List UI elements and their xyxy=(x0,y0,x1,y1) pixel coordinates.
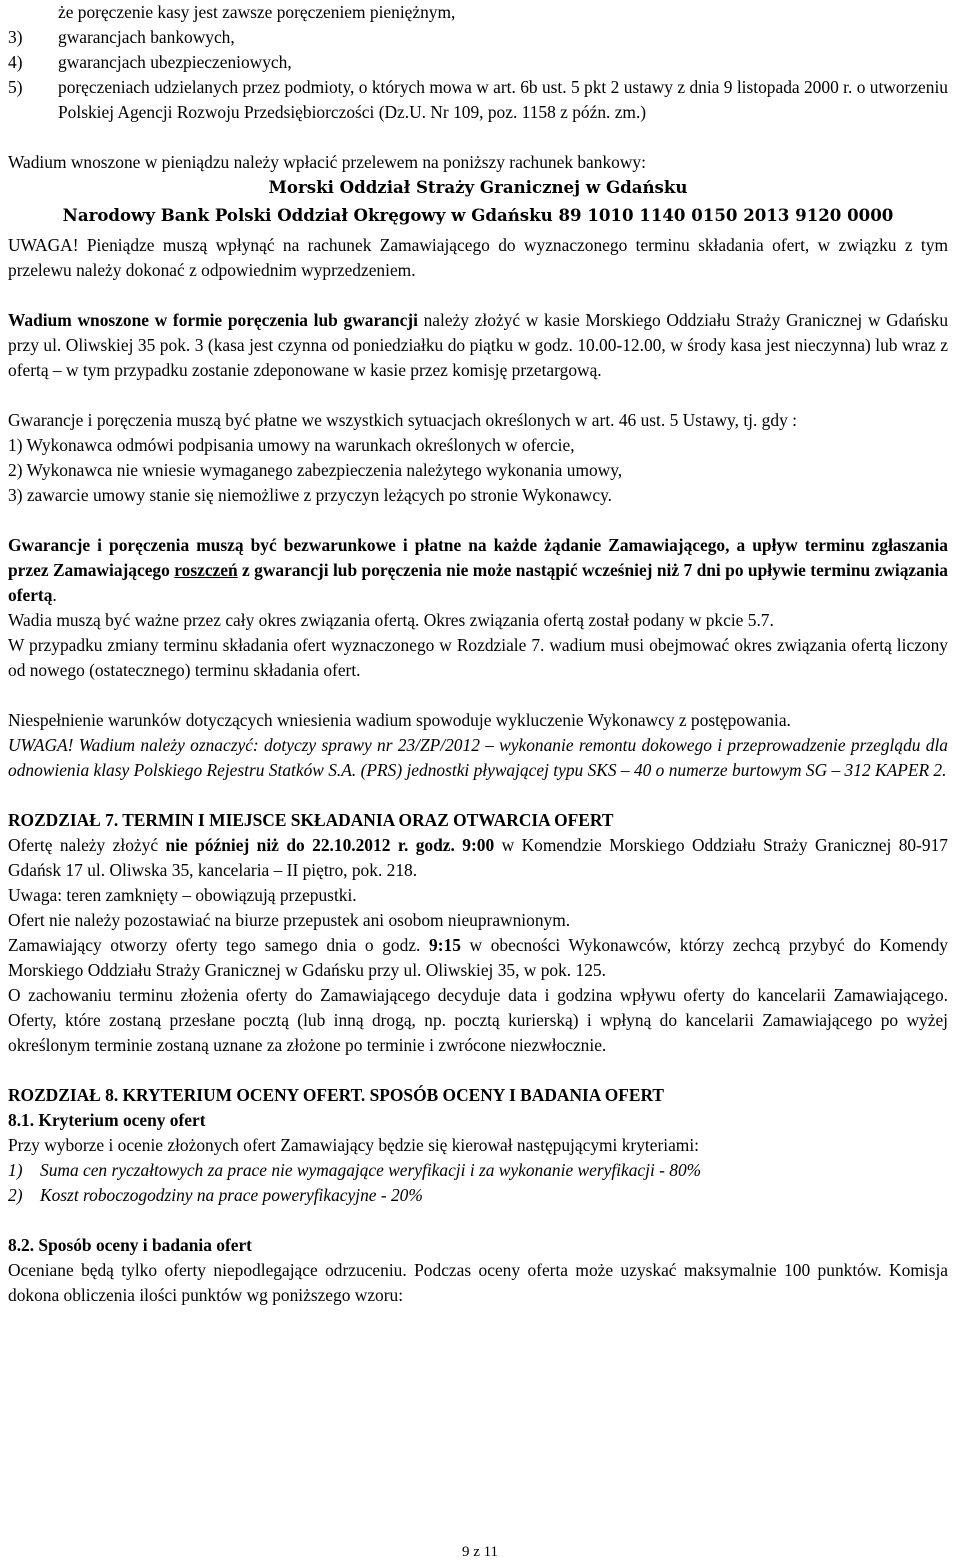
rozdzial8-heading: ROZDZIAŁ 8. KRYTERIUM OCENY OFERT. SPOSÓB OCENY I BADANIA OFERT xyxy=(8,1085,665,1105)
list-number: 5) xyxy=(8,77,23,97)
criterion-item xyxy=(8,1158,948,1183)
niespelnienie-paragraph: Niespełnienie warunków dotyczących wniesienia wadium spowoduje wykluczenie Wykonawcy z postępowania. xyxy=(8,710,791,730)
gwarancje-item: 3) zawarcie umowy stanie się niemożliwe z przyczyn leżących po stronie Wykonawcy. xyxy=(8,485,613,505)
uwaga-teren: Uwaga: teren zamknięty – obowiązują przepustki. xyxy=(8,885,357,905)
uwaga-oznaczenie xyxy=(8,733,948,783)
otwarcie-time: 9:15 xyxy=(429,935,461,955)
otwarcie-ofert xyxy=(8,933,948,983)
uwaga-oznaczenie-text: Wadium należy oznaczyć: dotyczy sprawy nr 23/ZP/2012 – wykonanie remontu dokowego i przeprowadzenie przeglądu dla odnowienia klasy Polskiego Rejestru Statków S.A. (PRS) jednostki pływającej typu SKS – 40 o numerze burtowym SG – 312 KAPER 2. xyxy=(8,735,948,780)
termin-place: w Komendzie Morskiego Oddziału Straży Granicznej 80-917 Gdańsk 17 ul. Oliwska 35, kancelaria – II piętro, pok. 218. xyxy=(8,835,949,880)
bank-account-number: Narodowy Bank Polski Oddział Okręgowy w Gdańsku 89 1010 1140 0150 2013 9120 0000 xyxy=(62,205,894,225)
biuro-przepustek: Ofert nie należy pozostawiać na biurze przepustek ani osobom nieuprawnionym. xyxy=(8,910,571,930)
wadium-zmiana-terminu: W przypadku zmiany terminu składania ofert wyznaczonego w Rozdziale 7. wadium musi obejmować okres związania ofertą liczony od nowego (ostatecznego) terminu składania ofert. xyxy=(8,635,948,680)
rozdzial7-heading: ROZDZIAŁ 7. TERMIN I MIEJSCE SKŁADANIA ORAZ OTWARCIA OFERT xyxy=(8,810,614,830)
document-page xyxy=(8,0,948,1308)
uwaga-transfer-note: UWAGA! Pieniądze muszą wpłynąć na rachunek Zamawiającego do wyznaczonego terminu składania ofert, w związku z tym przelewu należy dokonać z odpowiednim wyprzedzeniem. xyxy=(8,235,948,280)
list-text: poręczeniach udzielanych przez podmioty, o których mowa w art. 6b ust. 5 pkt 2 ustawy z dnia 9 listopada 2000 r. o utworzeniu Polskiej Agencji Rozwoju Przedsiębiorczości (Dz.U. Nr 109, poz. 1158 z późn. zm.) xyxy=(58,77,948,122)
bezwarunkowe-paragraph xyxy=(8,533,948,608)
gwarancje-intro: Gwarancje i poręczenia muszą być płatne we wszystkich sytuacjach określonych w art. 46 ust. 5 Ustawy, tj. gdy : xyxy=(8,410,797,430)
bezwarunkowe-bold-cont: z gwarancji lub poręczenia nie może nastąpić wcześniej niż 7 dni po upływie terminu związania ofertą xyxy=(8,560,949,605)
wadia-waznosc: Wadia muszą być ważne przez cały okres związania ofertą. Okres związania ofertą został podany w pkcie 5.7. xyxy=(8,610,774,630)
account-recipient: Morski Oddział Straży Granicznej w Gdańsku xyxy=(268,177,688,197)
list-text: gwarancjach bankowych, xyxy=(58,27,235,47)
criterion-item xyxy=(8,1183,948,1208)
list-continuation: że poręczenie kasy jest zawsze poręczeniem pieniężnym, xyxy=(58,2,456,22)
list-number: 3) xyxy=(8,27,23,47)
list-item xyxy=(8,50,948,75)
subsection-8-2: 8.2. Sposób oceny i badania ofert xyxy=(8,1235,252,1255)
wadium-forma-paragraph xyxy=(8,308,948,383)
criterion-number: 2) xyxy=(8,1185,23,1205)
wadium-forma-rest: należy złożyć w kasie Morskiego Oddziału Straży Granicznej w Gdańsku przy ul. Oliwskiej 35 pok. 3 (kasa jest czynna od poniedziałku do piątku w godz. 10.00-12.00, w środy kasa jest nieczynna) lub wraz z ofertą – w tym przypadku zostanie zdeponowane w kasie przez komisję przetargową. xyxy=(8,310,949,380)
uwaga-label: UWAGA! xyxy=(8,735,74,755)
criterion-text: Koszt roboczogodziny na prace poweryfikacyjne - 20% xyxy=(40,1185,423,1205)
ocena-paragraph: Oceniane będą tylko oferty niepodlegające odrzuceniu. Podczas oceny oferta może uzyskać maksymalnie 100 punktów. Komisja dokona obliczenia ilości punktów wg poniższego wzoru: xyxy=(8,1260,948,1305)
wadium-forma-bold: Wadium wnoszone w formie poręczenia lub gwarancji xyxy=(8,310,418,330)
bezwarunkowe-bold: Gwarancje i poręczenia muszą być bezwarunkowe i płatne na każde żądanie Zamawiającego, a upływ terminu zgłaszania przez Zamawiającego xyxy=(8,535,948,580)
page-number: 9 z 11 xyxy=(461,1544,499,1560)
list-item xyxy=(8,75,948,125)
wadium-bank-intro: Wadium wnoszone w pieniądzu należy wpłacić przelewem na poniższy rachunek bankowy: xyxy=(8,152,646,172)
otwarcie-text: Zamawiający otworzy oferty tego samego dnia o godz. xyxy=(8,935,430,955)
criterion-text: Suma cen ryczałtowych za prace nie wymagające weryfikacji i za wykonanie weryfikacji - 80% xyxy=(40,1160,702,1180)
termin-deadline: nie później niż do 22.10.2012 r. godz. 9:00 xyxy=(165,835,495,855)
list-item xyxy=(8,25,948,50)
criterion-number: 1) xyxy=(8,1160,23,1180)
roszczen-underlined: roszczeń xyxy=(174,560,238,580)
list-number: 4) xyxy=(8,52,23,72)
gwarancje-item: 1) Wykonawca odmówi podpisania umowy na warunkach określonych w ofercie, xyxy=(8,435,575,455)
subsection-8-1: 8.1. Kryterium oceny ofert xyxy=(8,1110,206,1130)
zachowanie-terminu: O zachowaniu terminu złożenia oferty do Zamawiającego decyduje data i godzina wpływu oferty do kancelarii Zamawiającego. Oferty, które zostaną przesłane pocztą (lub inną drogą, np. pocztą kurierską) i wpłyną do kancelarii Zamawiającego po wyżej określonym terminie zostaną uznane za złożone po terminie i zwrócone niezwłocznie. xyxy=(8,985,948,1055)
otwarcie-rest: w obecności Wykonawców, którzy zechcą przybyć do Komendy Morskiego Oddziału Straży Granicznej w Gdańsku przy ul. Oliwskiej 35, w pok. 125. xyxy=(8,935,948,980)
list-text: gwarancjach ubezpieczeniowych, xyxy=(58,52,292,72)
termin-text: Ofertę należy złożyć xyxy=(8,835,166,855)
kryteria-intro: Przy wyborze i ocenie złożonych ofert Zamawiający będzie się kierował następującymi kryteriami: xyxy=(8,1135,699,1155)
gwarancje-item: 2) Wykonawca nie wniesie wymaganego zabezpieczenia należytego wykonania umowy, xyxy=(8,460,623,480)
rozdzial7-termin xyxy=(8,833,948,883)
bezwarunkowe-period: . xyxy=(52,585,57,605)
